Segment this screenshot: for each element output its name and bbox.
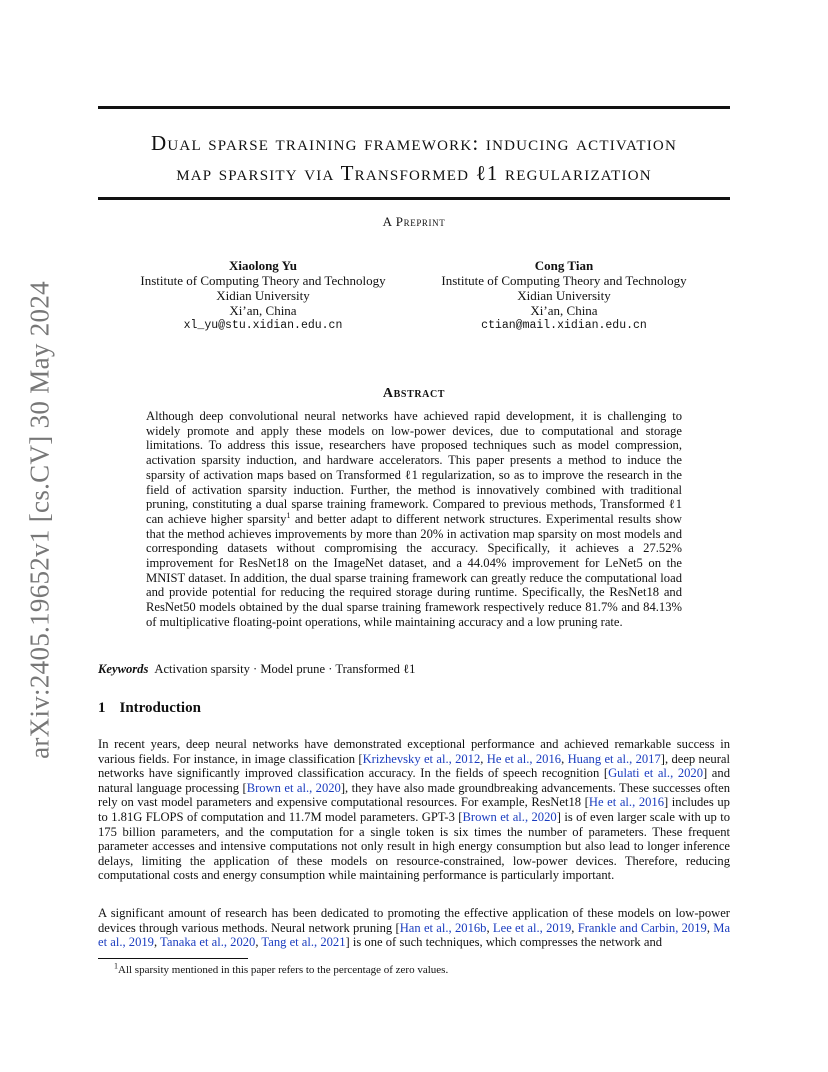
paragraph-text: , [571,920,578,935]
citation-link[interactable]: Lee et al., 2019 [492,920,572,935]
paragraph-text: A significant amount of research has been dedicated to promoting the effective application of these models on low-power devices through various methods. Neural network pruning [ [98,906,730,935]
author-university: Xidian University [216,288,310,303]
citation-link[interactable]: Han et al., 2016b [399,920,487,935]
intro-paragraph-2 [98,906,730,950]
citation-link[interactable]: Gulati et al., 2020 [608,766,704,781]
intro-paragraph-1 [98,737,730,883]
author-name: Cong Tian [534,258,594,273]
citation-link[interactable]: Frankle and Carbin, 2019 [577,920,707,935]
paragraph-text: , [706,920,714,935]
paragraph-text: ] includes up to 1.81G FLOPS of computation and 11.7M model parameters. GPT-3 [ [98,795,730,824]
author-block-1 [113,258,413,333]
paper-title [98,128,730,188]
paragraph-text: ], they have also made groundbreaking advancements. These successes often rely on vast model parameters and expensive computational resources. For example, ResNet18 [ [98,780,731,810]
citation-link[interactable]: He et al., 2016 [486,751,562,766]
abstract-text-1: Although deep convolutional neural networks have achieved rapid development, it is challenging to widely promote and apply these models on low-power devices, due to computational and storage limitations. To address this issue, researchers have proposed techniques such as model compression, activation sparsity induction, and hardware accelerators. This paper presents a method to induce the sparsity of activation maps based on Transformed ℓ1 regularization, so as to improve the research in the field of activation sparsity induction. Further, the method is innovatively combined with traditional pruning, constituting a dual sparse training framework. Compared to previous methods, Transformed ℓ1 can achieve higher sparsity [146,409,682,526]
citation-link[interactable]: Tanaka et al., 2020 [160,935,256,950]
footnote-number: 1 [114,961,118,971]
abstract-body [146,409,682,630]
author-institute: Institute of Computing Theory and Technology [441,273,687,288]
author-block-2 [414,258,714,333]
section-number: 1 [98,700,106,716]
citation-link[interactable]: Tang et al., 2021 [261,935,346,950]
abstract-heading: Abstract [382,386,446,401]
title-line-2: map sparsity via Transformed ℓ1 regularization [176,161,652,185]
keywords-label: Keywords [98,662,149,676]
citation-link[interactable]: Huang et al., 2017 [567,751,661,766]
keywords-text: Activation sparsity · Model prune · Transformed ℓ1 [154,662,416,676]
paragraph-text: , [480,751,487,766]
citation-link[interactable]: Krizhevsky et al., 2012 [362,751,481,766]
paragraph-text: , [561,751,568,766]
author-email[interactable]: xl_yu@stu.xidian.edu.cn [183,319,343,332]
arxiv-identifier: arXiv:2405.19652v1 [cs.CV] 30 May 2024 [24,281,55,759]
author-university: Xidian University [517,288,611,303]
paragraph-text: , [153,935,161,950]
citation-link[interactable]: Ma et al., 2019 [98,920,731,950]
footnote-marker[interactable]: 1 [286,510,291,520]
author-location: Xi’an, China [530,303,598,318]
citation-link[interactable]: He et al., 2016 [588,795,665,810]
author-location: Xi’an, China [229,303,297,318]
author-institute: Institute of Computing Theory and Technology [140,273,386,288]
keywords [98,662,730,677]
section-title: Introduction [119,700,201,716]
footnote [114,961,449,976]
paragraph-text: , [255,935,262,950]
title-line-1: Dual sparse training framework: inducing activation [151,131,677,155]
title-rule-bottom [98,197,730,200]
paragraph-text: ] is of even larger scale with up to 175 billion parameters, and the computation for a single token is six times the number of parameters. These frequent parameter accesses and intensive computations not only result in high energy consumption but also lead to longer inference delays, limiting the application of these models on resource-constrained, low-power devices. Therefore, reducing computational costs and energy consumption while maintaining performance is particularly important. [98,809,730,883]
footnote-text: All sparsity mentioned in this paper refers to the percentage of zero values. [118,964,449,976]
paragraph-text: ], deep neural networks have significantly improved classification accuracy. In the fields of speech recognition [ [98,751,731,781]
citation-link[interactable]: Brown et al., 2020 [246,780,341,795]
paragraph-text: In recent years, deep neural networks have demonstrated exceptional performance and achieved remarkable success in various fields. For instance, in image classification [ [98,737,730,766]
paragraph-text: ] and natural language processing [ [98,766,730,795]
section-heading [98,700,201,717]
paragraph-text: , [486,920,493,935]
preprint-label: A Preprint [382,214,446,229]
footnote-rule [98,958,248,959]
paragraph-text: ] is one of such techniques, which compresses the network and [345,935,663,950]
title-rule-top [98,106,730,109]
citation-link[interactable]: Brown et al., 2020 [462,809,557,824]
author-name: Xiaolong Yu [228,258,298,273]
author-email[interactable]: ctian@mail.xidian.edu.cn [481,319,647,332]
abstract-text-2: and better adapt to different network structures. Experimental results show that the method achieves improvements by more than 20% in activation map sparsity on most models and corresponding datasets without compromising the accuracy. Specifically, it achieves a 27.52% improvement for ResNet18 on the ImageNet dataset, and a 44.04% improvement for LeNet5 on the MNIST dataset. In addition, the dual sparse training framework can greatly reduce the computational load and provide potential for reducing the required storage during runtime. Specifically, the ResNet18 and ResNet50 models obtained by the dual sparse training framework respectively reduce 81.7% and 84.13% of multiplicative floating-point operations, while maintaining accuracy and a low pruning rate. [146,511,682,629]
